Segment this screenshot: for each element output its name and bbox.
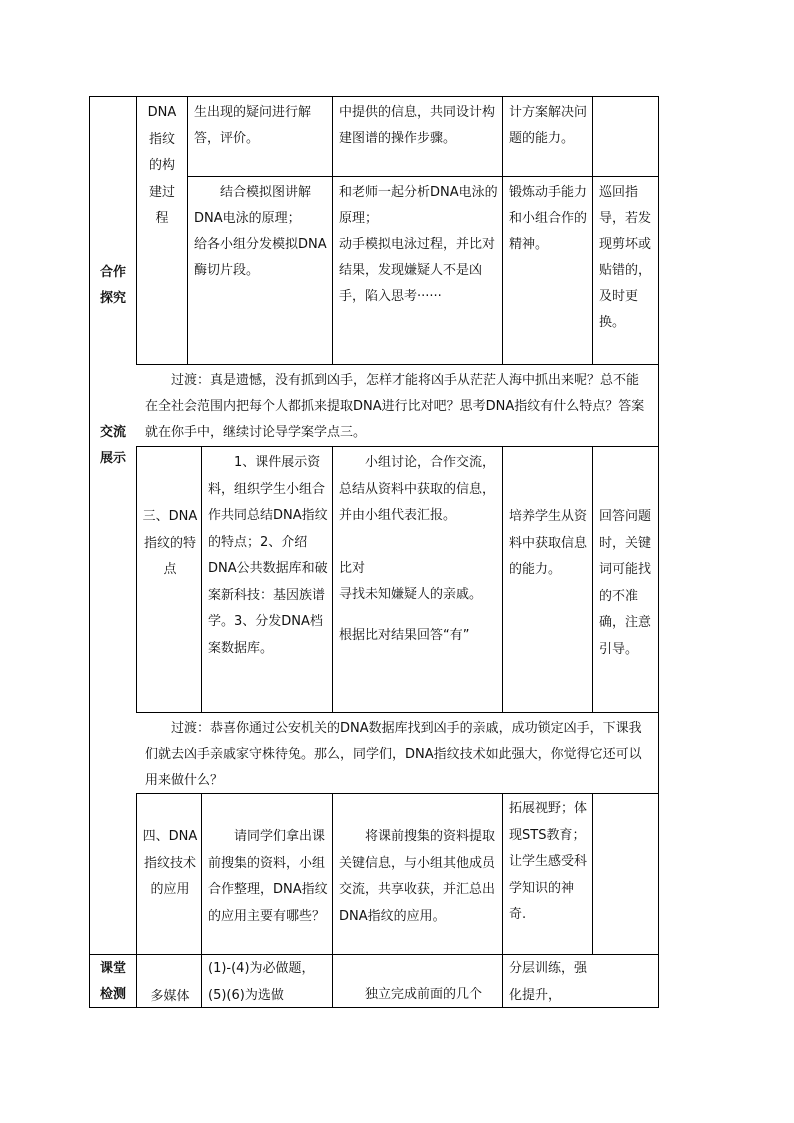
topic-dna-fingerprint-features: 三、DNA指纹的特点 [142, 509, 198, 577]
student-text: 比对 [339, 560, 366, 576]
lesson-plan-table [89, 96, 659, 1008]
topic-dna-fingerprint-applications: 四、DNA指纹技术的应用 [142, 829, 198, 897]
design-intent-cell: 计方案解决问题的能力。 [509, 105, 588, 146]
student-text: 寻找未知嫌疑人的亲戚。 [339, 587, 483, 602]
teacher-activity-cell: (1)-(4)为必做题，(5)(6)为选做 [208, 961, 315, 1003]
topic-dna-fingerprint-construction: DNA指纹的构建过程 [147, 105, 177, 226]
grid-line [136, 712, 659, 713]
grid-line [592, 793, 593, 954]
grid-line [136, 446, 137, 712]
grid-line [89, 954, 659, 955]
student-text: 小组讨论，合作交流，总结从资料中获取的信息，并由小组代表汇报。 [339, 455, 496, 523]
topic-multimedia: 多媒体 [150, 989, 190, 1004]
section-label-jiaoliu: 交流展示 [99, 425, 126, 466]
note-cell: 回答问题时，关键词可能找的不准确，注意引导。 [599, 509, 652, 657]
student-activity-cell [333, 824, 502, 930]
teacher-activity-cell [202, 824, 332, 930]
student-text: 将课前搜集的资料提取关键信息，与小组其他成员交流，共享收获，并汇总出DNA指纹的应用。 [339, 829, 496, 924]
grid-line [187, 176, 659, 177]
grid-line [136, 446, 659, 447]
teacher-activity-cell [202, 450, 332, 662]
note-cell: 巡回指导，若发现剪坏或贴错的，及时更换。 [599, 185, 652, 330]
student-activity-cell: 中提供的信息，共同设计构建图谱的操作步骤。 [339, 105, 496, 146]
student-activity-cell [333, 982, 502, 1008]
student-text: 根据比对结果回答“有” [339, 627, 470, 643]
teacher-text: 1、课件展示资料，组织学生小组合作共同总结DNA指纹的特点；2、介绍DNA公共数据库和破案新科技：基因族谱学。3、分发DNA档案数据库。 [208, 455, 328, 656]
student-activity-cell [333, 450, 502, 649]
grid-line [136, 793, 137, 1008]
teacher-activity-cell [188, 180, 332, 284]
student-activity-cell [333, 180, 502, 310]
grid-line [89, 96, 659, 97]
design-intent-cell: 拓展视野；体现STS教育；让学生感受科学知识的神奇. [509, 801, 588, 922]
teacher-text: 结合模拟图讲解DNA电泳的原理； [194, 185, 312, 226]
student-text: 和老师一起分析DNA电泳的原理； [339, 185, 498, 226]
transition-text: 过渡：恭喜你通过公安机关的DNA数据库找到凶手的亲戚，成功锁定凶手，下课我们就去凶手亲戚家守株待兔。那么，同学们，DNA指纹技术如此强大，你觉得它还可以用来做什么？ [145, 721, 642, 788]
transition-text: 过渡：真是遗憾，没有抓到凶手，怎样才能将凶手从茫茫人海中抓出来呢？总不能在全社会范围内把每个人都抓来提取DNA进行比对吧？思考DNA指纹有什么特点？答案就在你手中，继续讨论导学案学点三。 [145, 373, 645, 440]
grid-line [136, 96, 137, 364]
section-label-hezuo: 合作探究 [99, 265, 126, 306]
student-text: 独立完成前面的几个 [365, 987, 483, 1002]
grid-line [89, 96, 90, 1008]
grid-line [136, 364, 659, 365]
grid-line [658, 96, 659, 1008]
teacher-text: 给各小组分发模拟DNA酶切片段。 [194, 237, 327, 278]
design-intent-cell: 培养学生从资料中获取信息的能力。 [509, 509, 588, 577]
teacher-activity-cell: 生出现的疑问进行解答，评价。 [194, 105, 312, 146]
design-intent-cell: 锻炼动手能力和小组合作的精神。 [509, 185, 588, 252]
student-text: 动手模拟电泳过程，并比对结果，发现嫌疑人不是凶手，陷入思考······ [339, 237, 496, 304]
design-intent-cell: 分层训练，强化提升， [509, 961, 588, 1003]
teacher-text: 请同学们拿出课前搜集的资料，小组合作整理，DNA指纹的应用主要有哪些？ [208, 829, 328, 924]
section-label-ketang: 课堂检测 [99, 961, 126, 1002]
